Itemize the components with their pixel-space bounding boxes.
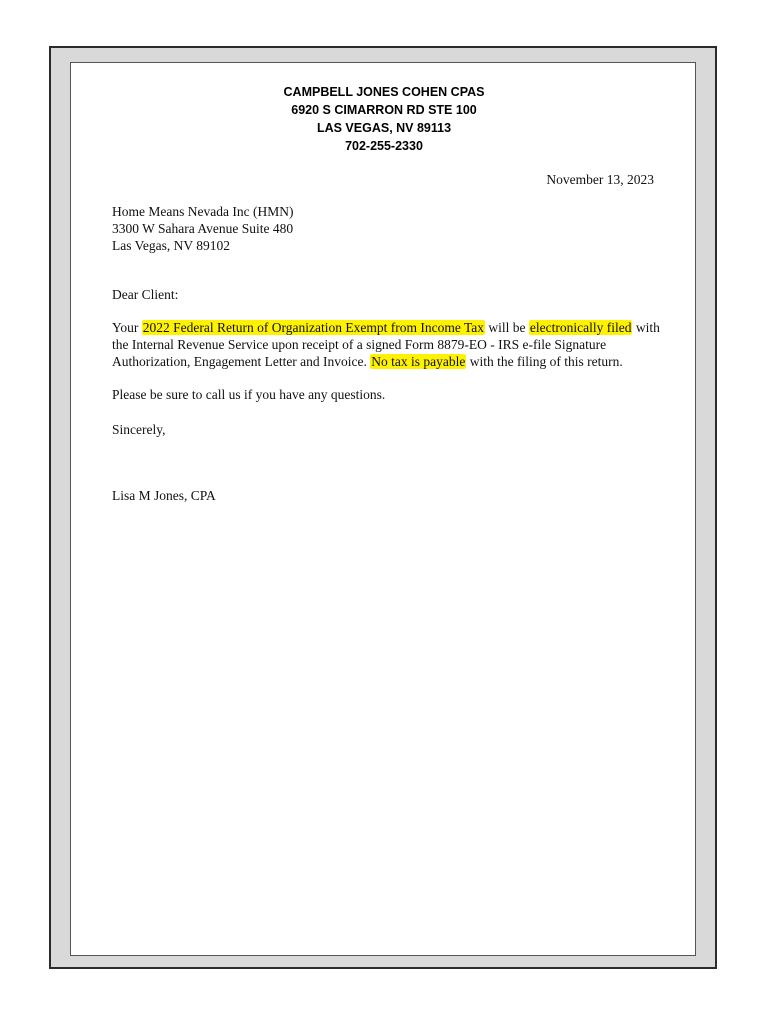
closing-note: Please be sure to call us if you have any questions. bbox=[112, 387, 386, 402]
letterhead bbox=[71, 83, 697, 155]
closing: Sincerely, bbox=[112, 422, 166, 437]
recipient-name: Home Means Nevada Inc (HMN) bbox=[112, 204, 294, 219]
paragraph-text: will be bbox=[485, 320, 529, 335]
highlight-filing-method: electronically filed bbox=[529, 320, 632, 335]
paragraph-text: with the filing of this return. bbox=[466, 354, 623, 369]
highlight-return-type: 2022 Federal Return of Organization Exempt from Income Tax bbox=[142, 320, 484, 335]
paragraph-text: with the Internal Revenue Service upon receipt of a signed Form 8879-EO - IRS e-file Signature Authorization, Engagement Letter and Invoice. bbox=[112, 320, 660, 369]
recipient-city: Las Vegas, NV 89102 bbox=[112, 238, 230, 253]
highlight-tax-status: No tax is payable bbox=[371, 354, 466, 369]
body-paragraph bbox=[112, 319, 672, 370]
firm-address-line-2: LAS VEGAS, NV 89113 bbox=[316, 121, 452, 135]
signature-name: Lisa M Jones, CPA bbox=[112, 488, 216, 503]
recipient-address bbox=[112, 203, 293, 254]
salutation: Dear Client: bbox=[112, 287, 179, 302]
recipient-street: 3300 W Sahara Avenue Suite 480 bbox=[112, 221, 294, 236]
letter-page bbox=[70, 62, 696, 956]
letter-date: November 13, 2023 bbox=[546, 172, 654, 187]
firm-name: CAMPBELL JONES COHEN CPAS bbox=[283, 85, 485, 99]
paragraph-text: Your bbox=[112, 320, 142, 335]
firm-phone: 702-255-2330 bbox=[345, 139, 423, 153]
firm-address-line-1: 6920 S CIMARRON RD STE 100 bbox=[291, 103, 477, 117]
